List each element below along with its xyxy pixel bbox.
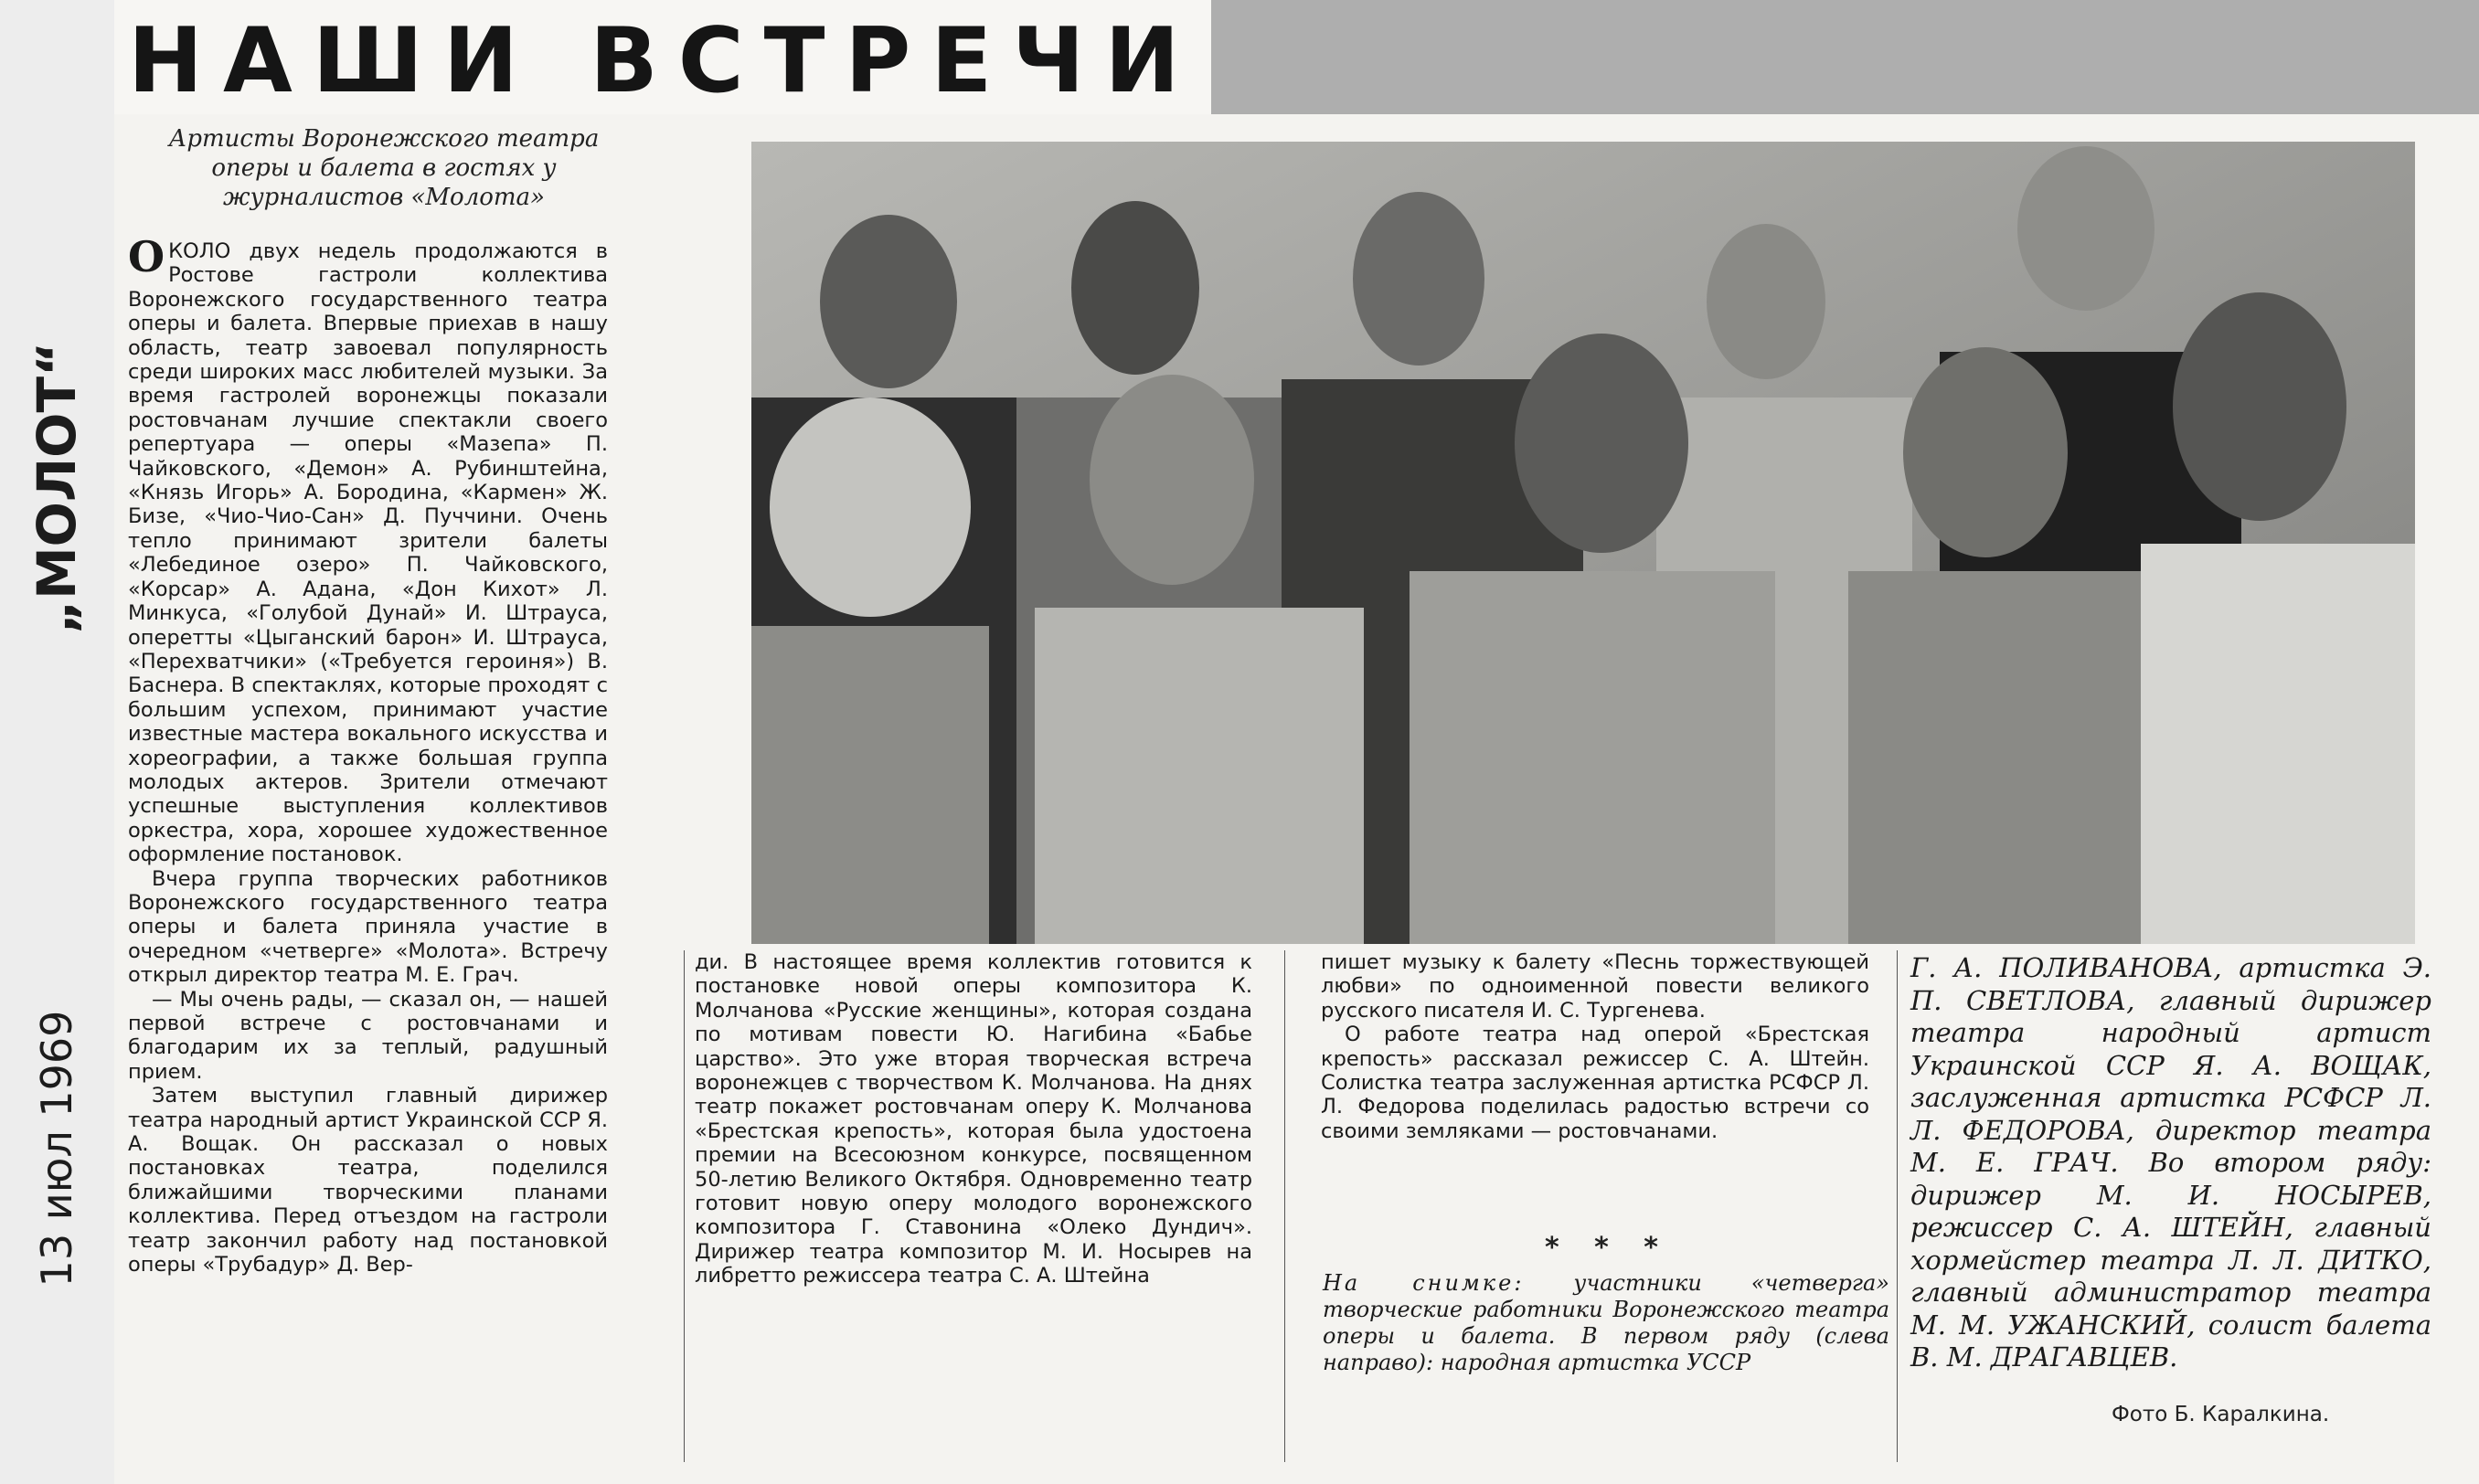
column-divider	[684, 950, 685, 1462]
article-subtitle: Артисты Воронежского театра оперы и балета в гостях у журналистов «Молота»	[168, 125, 600, 211]
column-divider	[1284, 950, 1285, 1462]
page-title: НАШИ ВСТРЕЧИ	[128, 9, 1200, 113]
article-column-2	[695, 950, 1252, 1288]
paragraph: Затем выступил главный дирижер театра народный артист Украинской ССР Я. А. Вощак. Он рассказал о новых постановках театра, поделился ближайшими творческими планами коллектива. Перед отъездом на гастроли театр закончил работу над постановкой оперы «Трубадур» Д. Вер-	[128, 1084, 608, 1277]
paragraph: пишет музыку к балету «Песнь торжествующей любви» по одноименной повести великого русского писателя И. С. Тургенева.	[1321, 950, 1869, 1023]
paragraph: ди. В настоящее время коллектив готовится к постановке новой оперы композитора К. Молчанова «Русские женщины», которая создана по мотивам повести Ю. Нагибина «Бабье царство». Это уже вторая творческая встреча воронежцев с творчеством К. Молчанова. На днях театр покажет ростовчанам оперу К. Молчанова «Брестская крепость», которая была удостоена премии на Всесоюзном конкурсе, посвященном 50-летию Великого Октября. Одновременно театр готовит новую оперу молодого воронежского композитора Г. Ставонина «Олеко Дундич». Дирижер театра композитор М. И. Носырев на либретто режиссера театра С. А. Штейна	[695, 950, 1252, 1288]
margin-annotations	[5, 0, 108, 1484]
group-photo	[751, 142, 2415, 944]
photo-caption-names: Г. А. ПОЛИВАНОВА, артистка Э. П. СВЕТЛОВА, главный дирижер театра народный артист Украинской ССР Я. А. ВОЩАК, заслуженная артистка РСФСР Л. Л. ФЕДОРОВА, директор театра М. Е. ГРАЧ. Во втором ряду: дирижер М. И. НОСЫРЕВ, режиссер С. А. ШТЕЙН, главный хормейстер театра Л. Л. ДИТКО, главный администратор театра М. М. УЖАНСКИЙ, солист балета В. М. ДРАГАВЦЕВ.	[1910, 952, 2431, 1373]
paragraph: Вчера группа творческих работников Воронежского государственного театра оперы и балета приняла участие в очередном «четверге» «Молота». Встречу открыл директор театра М. Е. Грач.	[128, 866, 608, 988]
photo-image	[751, 142, 2415, 944]
paragraph: — Мы очень рады, — сказал он, — нашей первой встрече с ростовчанами и благодарим их за теплый, радушный прием.	[128, 987, 608, 1084]
scan-background-top	[1211, 0, 2479, 114]
photo-credit: Фото Б. Каралкина.	[2112, 1403, 2330, 1426]
paragraph-text: КОЛО двух недель продолжаются в Ростове гастроли коллектива Воронежского государственного театра оперы и балета. Впервые приехав в нашу область, театр завоевал популярность среди широких масс любителей музыки. За время гастролей воронежцы показали ростовчанам лучшие спектакли своего репертуара — оперы «Мазепа» П. Чайковского, «Демон» А. Рубинштейна, «Князь Игорь» А. Бородина, «Кармен» Ж. Бизе, «Чио-Чио-Сан» Д. Пуччини. Очень тепло принимают зрители балеты «Лебединое озеро» П. Чайковского, «Корсар» А. Адана, «Дон Кихот» Л. Минкуса, «Голубой Дунай» И. Штрауса, оперетты «Цыганский барон» И. Штрауса, «Перехватчики» («Требуется героиня») В. Баснера. В спектаклях, которые проходят с большим успехом, принимают участие известные мастера вокального искусства и хореографии, а также большая группа молодых актеров. Зрители отмечают успешные выступления коллективов оркестра, хора, хорошее художественное оформление постановок.	[128, 239, 608, 867]
clipping-date: 13 июл 1969	[32, 1010, 81, 1288]
paragraph: О работе театра над оперой «Брестская крепость» рассказал режиссер С. А. Штейн. Солистка театра заслуженная артистка РСФСР Л. Л. Федорова поделилась радостью встречи со своими земляками — ростовчанами.	[1321, 1023, 1869, 1143]
newspaper-name: „МОЛОТ“	[26, 341, 88, 635]
caption-lead: На снимке:	[1323, 1270, 1525, 1296]
article-column-1	[128, 232, 608, 1277]
drop-cap: О	[128, 232, 165, 281]
caption-text: участники «четверга» творческие работники Воронежского театра оперы и балета. В первом ряду (слева направо): народная артистка УССР	[1323, 1270, 1889, 1375]
article-column-3	[1321, 950, 1869, 1143]
section-separator: * * *	[1545, 1232, 1671, 1264]
photo-caption	[1323, 1270, 1889, 1376]
column-divider	[1897, 950, 1898, 1462]
paragraph	[128, 232, 608, 867]
